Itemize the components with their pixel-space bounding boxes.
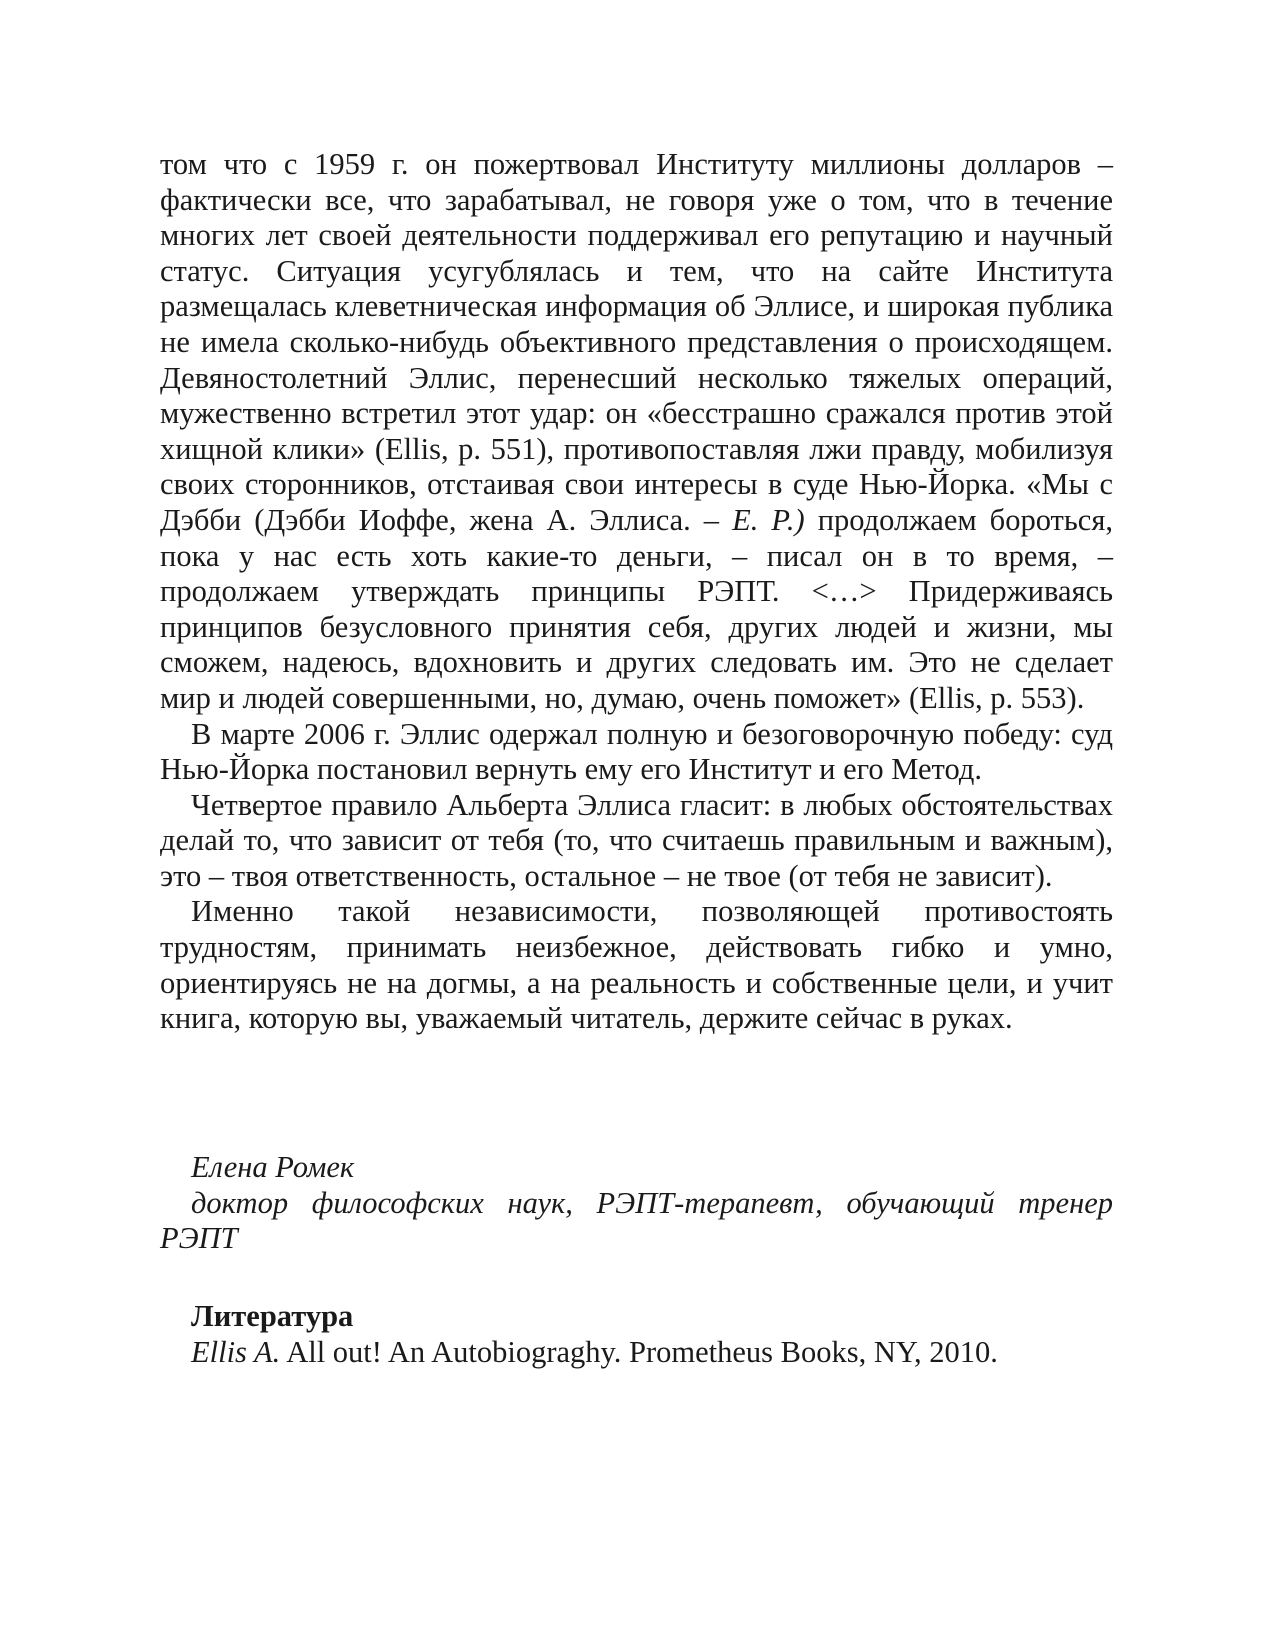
literature-entry-author: Ellis A.	[191, 1334, 281, 1369]
literature-heading: Литература	[191, 1299, 354, 1333]
signature-role: доктор философских наук, РЭПТ-терапевт, обучающий тренер РЭПТ	[160, 1185, 1113, 1256]
initials-italic: Е. Р.)	[732, 502, 805, 537]
paragraph-text: том что с 1959 г. он пожертвовал Институту миллионы долларов – фактически все, что зарабатывал, не говоря уже о том, что в течение многих лет своей деятельности поддерживал его репутацию и научный статус. Ситуация усугублялась и тем, что на сайте Института размещалась клеветническая информация об Эллисе, и широкая публика не имела сколько-нибудь объективного представления о происходящем. Девяностолетний Эллис, перенесший несколько тяжелых операций, мужественно встретил этот удар: он «бесстрашно сражался против этой хищной клики» (Ellis, p. 551), противопоставляя лжи правду, мобилизуя своих сторонников, отстаивая свои интересы в суде Нью-Йорка. «Мы с Дэбби (Дэбби Иоффе, жена А. Эллиса. –	[160, 147, 1113, 537]
paragraph: В марте 2006 г. Эллис одержал полную и безоговорочную победу: суд Нью-Йорка постановил вернуть ему его Институт и его Метод.	[160, 716, 1113, 787]
main-text	[160, 147, 1113, 1037]
literature-entry-text: All out! An Autobiograghy. Prometheus Books, NY, 2010.	[280, 1334, 998, 1369]
signature-block	[160, 1150, 1113, 1257]
paragraph: Четвертое правило Альберта Эллиса гласит: в любых обстоятельствах делай то, что зависит от тебя (то, что считаешь правильным и важным), это – твоя ответственность, остальное – не твое (от тебя не зависит).	[160, 787, 1113, 893]
literature-section	[160, 1299, 1113, 1370]
signature-author: Елена Ромек	[191, 1150, 355, 1184]
paragraph-text: продолжаем бороться, пока у нас есть хоть какие-то деньги, – писал он в то время, – продолжаем утверждать принципы РЭПТ. <…> Придерживаясь принципов безусловного принятия себя, других людей и жизни, мы сможем, надеюсь, вдохновить и других следовать им. Это не сделает мир и людей совершенными, но, думаю, очень поможет» (Ellis, p. 553).	[160, 502, 1113, 715]
literature-entry	[160, 1335, 1113, 1371]
paragraph: Именно такой независимости, позволяющей противостоять трудностям, принимать неизбежное, действовать гибко и умно, ориентируясь не на догмы, а на реальность и собственные цели, и учит книга, которую вы, уважаемый читатель, держите сейчас в руках.	[160, 894, 1113, 1036]
paragraph-continuation	[160, 147, 1113, 717]
